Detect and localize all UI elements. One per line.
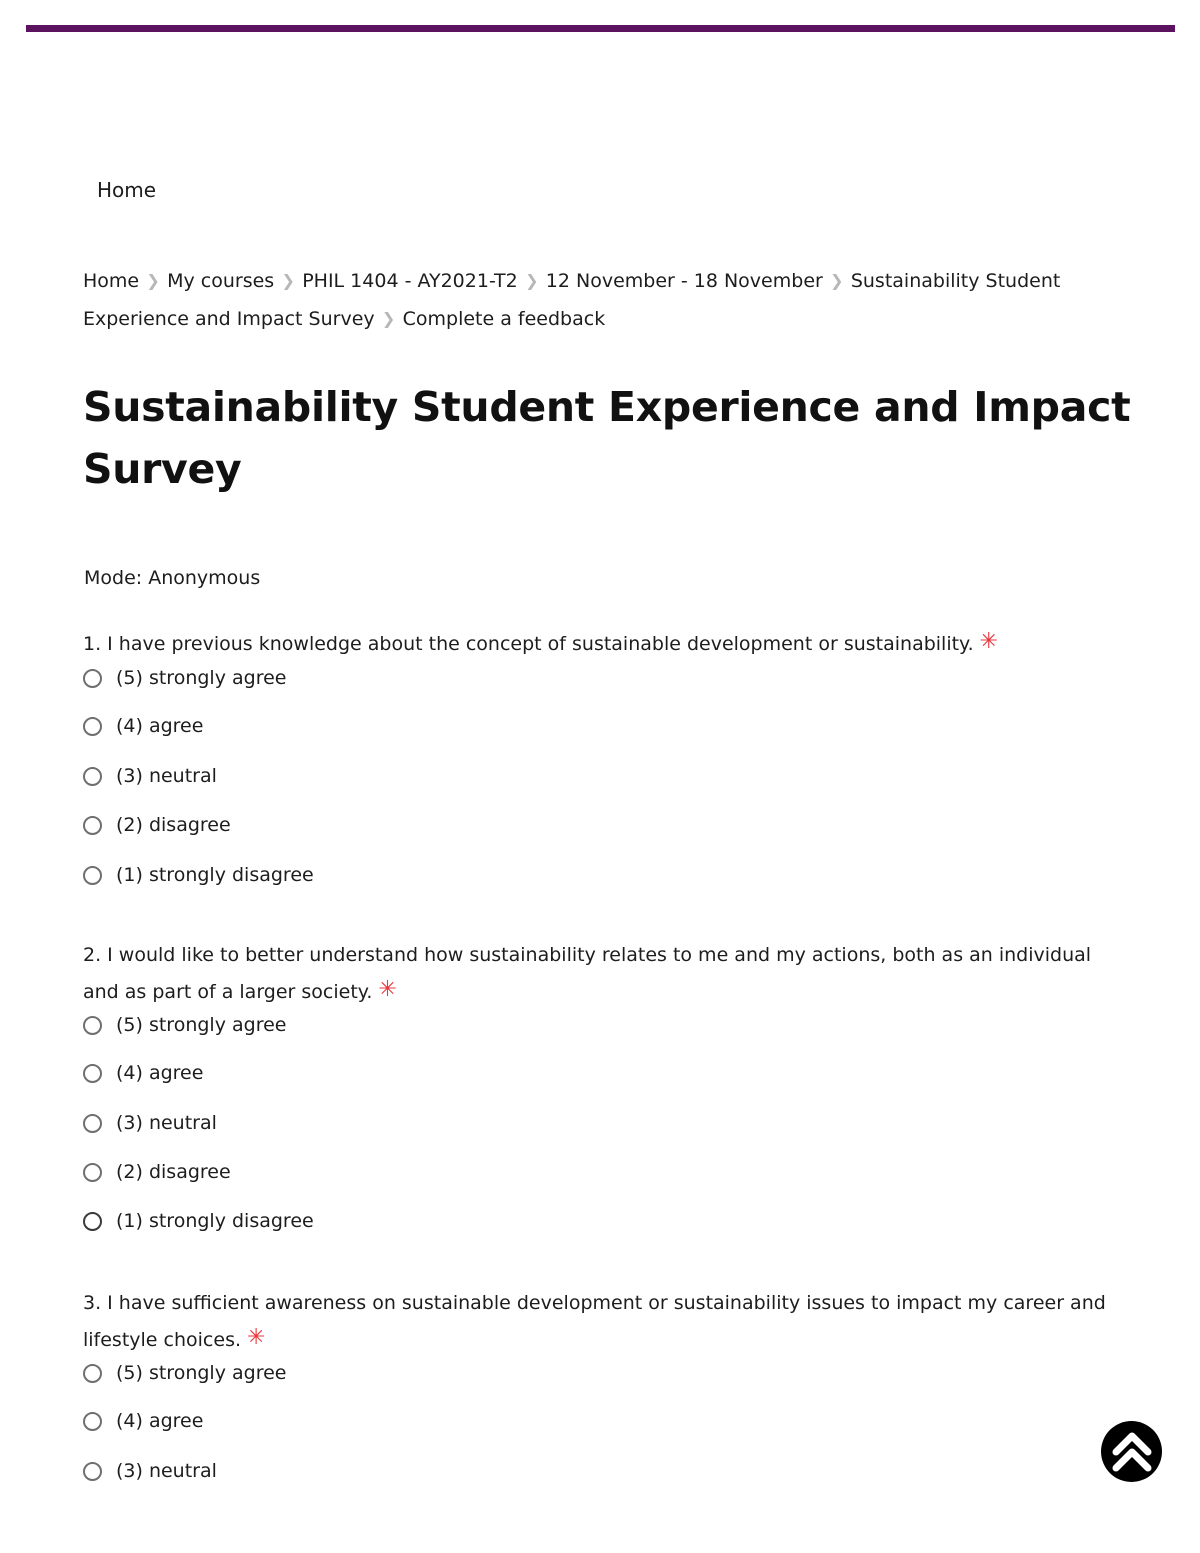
required-asterisk-icon: ✳ xyxy=(378,977,397,1002)
required-asterisk-icon: ✳ xyxy=(979,629,999,654)
option-strongly-agree[interactable]: (5) strongly agree xyxy=(83,663,286,693)
radio-button[interactable] xyxy=(83,816,102,835)
option-strongly-agree[interactable]: (5) strongly agree xyxy=(83,1358,286,1388)
radio-button[interactable] xyxy=(83,1412,102,1431)
question-1 xyxy=(83,626,1123,886)
option-neutral[interactable]: (3) neutral xyxy=(83,1456,217,1486)
radio-button[interactable] xyxy=(83,717,102,736)
option-agree[interactable]: (4) agree xyxy=(83,1406,203,1436)
breadcrumb-week[interactable]: 12 November - 18 November xyxy=(545,270,823,292)
option-disagree[interactable]: (2) disagree xyxy=(83,810,231,840)
mode-label: Mode: Anonymous xyxy=(84,567,261,589)
radio-button[interactable] xyxy=(83,767,102,786)
radio-button[interactable] xyxy=(83,1212,102,1231)
chevron-right-icon: ❯ xyxy=(281,271,295,290)
option-strongly-disagree[interactable]: (1) strongly disagree xyxy=(83,1206,314,1236)
radio-button[interactable] xyxy=(83,1016,102,1035)
question-text: 3. I have sufficient awareness on sustainable development or sustainability issues to impact my career and lifestyle choices. ✳ xyxy=(83,1292,1106,1351)
chevron-right-icon: ❯ xyxy=(525,271,539,290)
scroll-to-top-button[interactable] xyxy=(1101,1421,1162,1482)
option-neutral[interactable]: (3) neutral xyxy=(83,761,217,791)
breadcrumb xyxy=(83,262,1083,338)
radio-button[interactable] xyxy=(83,669,102,688)
breadcrumb-my-courses[interactable]: My courses xyxy=(167,270,275,292)
required-asterisk-icon: ✳ xyxy=(247,1325,266,1350)
chevron-right-icon: ❯ xyxy=(146,271,160,290)
option-strongly-disagree[interactable]: (1) strongly disagree xyxy=(83,860,314,890)
radio-button[interactable] xyxy=(83,1064,102,1083)
question-2 xyxy=(83,937,1123,1232)
option-agree[interactable]: (4) agree xyxy=(83,1058,203,1088)
question-3 xyxy=(83,1285,1123,1482)
radio-button[interactable] xyxy=(83,1462,102,1481)
breadcrumb-course[interactable]: PHIL 1404 - AY2021-T2 xyxy=(302,270,518,292)
chevron-right-icon: ❯ xyxy=(381,309,396,328)
radio-button[interactable] xyxy=(83,1364,102,1383)
radio-button[interactable] xyxy=(83,866,102,885)
double-chevron-up-icon xyxy=(1110,1430,1154,1474)
radio-button[interactable] xyxy=(83,1163,102,1182)
breadcrumb-current: Complete a feedback xyxy=(402,308,606,330)
page-title: Sustainability Student Experience and Impact Survey xyxy=(83,383,1131,493)
option-strongly-agree[interactable]: (5) strongly agree xyxy=(83,1010,286,1040)
question-text: 1. I have previous knowledge about the concept of sustainable development or sustainability. ✳ xyxy=(83,629,999,655)
option-agree[interactable]: (4) agree xyxy=(83,711,203,741)
breadcrumb-survey[interactable]: Sustainability Student Experience and Impact Survey xyxy=(83,270,1061,330)
option-neutral[interactable]: (3) neutral xyxy=(83,1108,217,1138)
radio-button[interactable] xyxy=(83,1114,102,1133)
breadcrumb-home[interactable]: Home xyxy=(83,270,140,292)
nav-home-link[interactable]: Home xyxy=(97,178,157,202)
option-disagree[interactable]: (2) disagree xyxy=(83,1157,231,1187)
top-accent-bar xyxy=(26,25,1175,32)
chevron-right-icon: ❯ xyxy=(830,271,844,290)
question-text: 2. I would like to better understand how sustainability relates to me and my actions, both as an individual and as part of a larger society. ✳ xyxy=(83,944,1092,1003)
